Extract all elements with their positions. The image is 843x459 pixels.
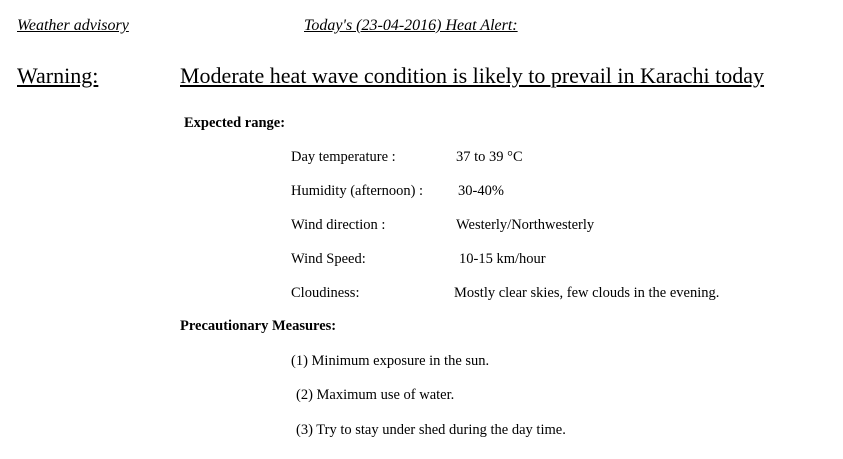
wind-speed-value: 10-15 km/hour xyxy=(459,251,546,267)
measure-item: (2) Maximum use of water. xyxy=(296,387,455,403)
wind-direction-value: Westerly/Northwesterly xyxy=(456,217,595,233)
heat-alert-title: Today's (23-04-2016) Heat Alert: xyxy=(304,17,518,34)
measure-item: (1) Minimum exposure in the sun. xyxy=(291,353,490,369)
warning-label: Warning: xyxy=(17,63,99,88)
cloudiness-value: Mostly clear skies, few clouds in the evening. xyxy=(454,285,720,301)
humidity-label: Humidity (afternoon) : xyxy=(291,183,424,199)
cloudiness-label: Cloudiness: xyxy=(291,285,360,301)
day-temperature-label: Day temperature : xyxy=(291,149,396,165)
humidity-value: 30-40% xyxy=(458,183,504,199)
expected-range-heading: Expected range: xyxy=(184,115,286,131)
measure-item: (3) Try to stay under shed during the day time. xyxy=(296,422,566,438)
wind-speed-label: Wind Speed: xyxy=(291,251,366,267)
wind-direction-label: Wind direction : xyxy=(291,217,386,233)
precautionary-measures-heading: Precautionary Measures: xyxy=(180,318,337,334)
day-temperature-value: 37 to 39 °C xyxy=(456,149,523,165)
weather-advisory-label: Weather advisory xyxy=(17,17,129,34)
warning-headline: Moderate heat wave condition is likely to prevail in Karachi today xyxy=(180,63,765,88)
